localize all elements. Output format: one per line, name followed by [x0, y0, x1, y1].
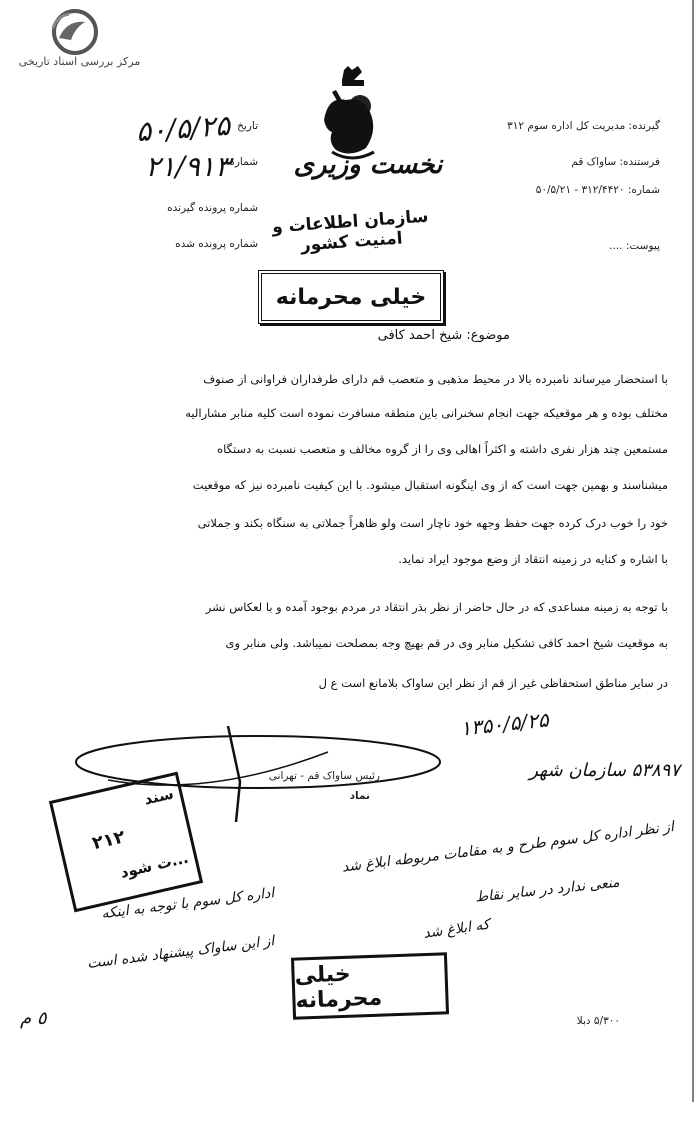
registry-stamp-line-3: ...ت شود — [118, 848, 191, 882]
handwritten-note-line-3: که ابلاغ شد — [422, 916, 491, 942]
handwritten-margin-note-1: اداره کل سوم با توجه به اینکه — [100, 885, 276, 923]
page-edge — [692, 0, 694, 1102]
organization-title: سازمان اطلاعات و امنیت کشور — [271, 206, 430, 256]
registry-stamp-line-1: سند — [142, 784, 176, 809]
body-line-9: در سایر مناطق استحفاظی غیر از قم از نظر این ساواک بلامانع است ع ل — [318, 676, 668, 690]
registry-number-label: شماره پرونده شده — [175, 238, 258, 250]
bottom-classification-stamp: خیلی محرمانه — [291, 952, 449, 1019]
archive-logo — [45, 8, 101, 58]
body-line-1: با استحضار میرساند نامبرده بالا در محیط مذهبی و متعصب قم دارای طرفداران فراوانی از صنوف — [203, 372, 668, 386]
body-line-5: خود را خوب درک کرده جهت حفظ وجهه خود ناچار است ولو ظاهراً جملاتی به سنگاه بکند و جملاتی — [197, 516, 668, 530]
reference-number-field: شماره: ۳۱۲/۴۴۲۰ - ۵۰/۵/۲۱ — [535, 184, 660, 196]
sender-field: فرستنده: ساواک قم — [571, 156, 660, 168]
footer-code: ۵/۳۰۰ دبلا — [576, 1015, 620, 1027]
handwritten-reference-note: ۵۳۸۹۷ سازمان شهر — [529, 760, 680, 781]
archive-watermark-text: مرکز بررسی اسناد تاریخی — [18, 55, 141, 68]
handwritten-mark: ٥ م — [20, 1008, 47, 1029]
body-line-3: مستمعین چند هزار نفری داشته و اکثراً اهالی وی را از گروه مخالف و متعصب نسبت به دستگاه — [217, 442, 668, 456]
body-line-4: میشناسند و بهمین جهت است که از وی اینگونه استقبال میشود. با این کیفیت نامبرده نیز که موقعیت — [192, 478, 668, 492]
handwritten-number: ۲۱/۹۱۳ — [145, 150, 230, 183]
body-line-6: با اشاره و کنایه در زمینه انتقاد از وضع موجود ایراد نماید. — [398, 552, 668, 566]
signatory-initials: نماد — [349, 790, 370, 802]
handwritten-note-line-2: منعی ندارد در سایر نقاط — [474, 874, 621, 906]
attachment-field: پیوست: .... — [609, 240, 660, 252]
ministry-title: نخست وزیری — [293, 150, 443, 180]
body-line-2: مختلف بوده و هر موقعیکه جهت انجام سخنرانی باین منطقه مسافرت نموده است کلیه منابر مشارالیه — [185, 406, 668, 420]
file-number-label: شماره پرونده گیرنده — [167, 202, 258, 214]
handwritten-note-line-1: از نظر اداره کل سوم طرح و به مقامات مربوطه ابلاغ شد — [341, 819, 675, 876]
number-label: شماره — [229, 156, 258, 168]
classification-stamp: خیلی محرمانه — [258, 270, 444, 324]
handwritten-date-note: ۱۳۵۰/۵/۲۵ — [458, 707, 550, 741]
registry-stamp-line-2: ۲۱۲ — [90, 826, 128, 855]
handwritten-date: ۵۰/۵/۲۵ — [134, 108, 232, 149]
body-line-8: به موقعیت شیخ احمد کافی تشکیل منابر وی در قم بهیچ وجه بمصلحت نمیباشد. ولی منابر وی — [225, 636, 668, 650]
subject-line: موضوع: شیخ احمد کافی — [377, 328, 510, 343]
handwritten-margin-note-2: از این ساواک پیشنهاد شده است — [86, 933, 276, 972]
recipient-field: گیرنده: مدیریت کل اداره سوم ۳۱۲ — [507, 120, 660, 132]
date-label: تاریخ — [237, 120, 258, 132]
body-line-7: با توجه به زمینه مساعدی که در حال حاضر از نظر بذر انتقاد در مردم بوجود آمده و با لعکاس نشر — [205, 600, 668, 614]
signatory-title: رئیس ساواک قم - تهرانی — [268, 770, 380, 782]
